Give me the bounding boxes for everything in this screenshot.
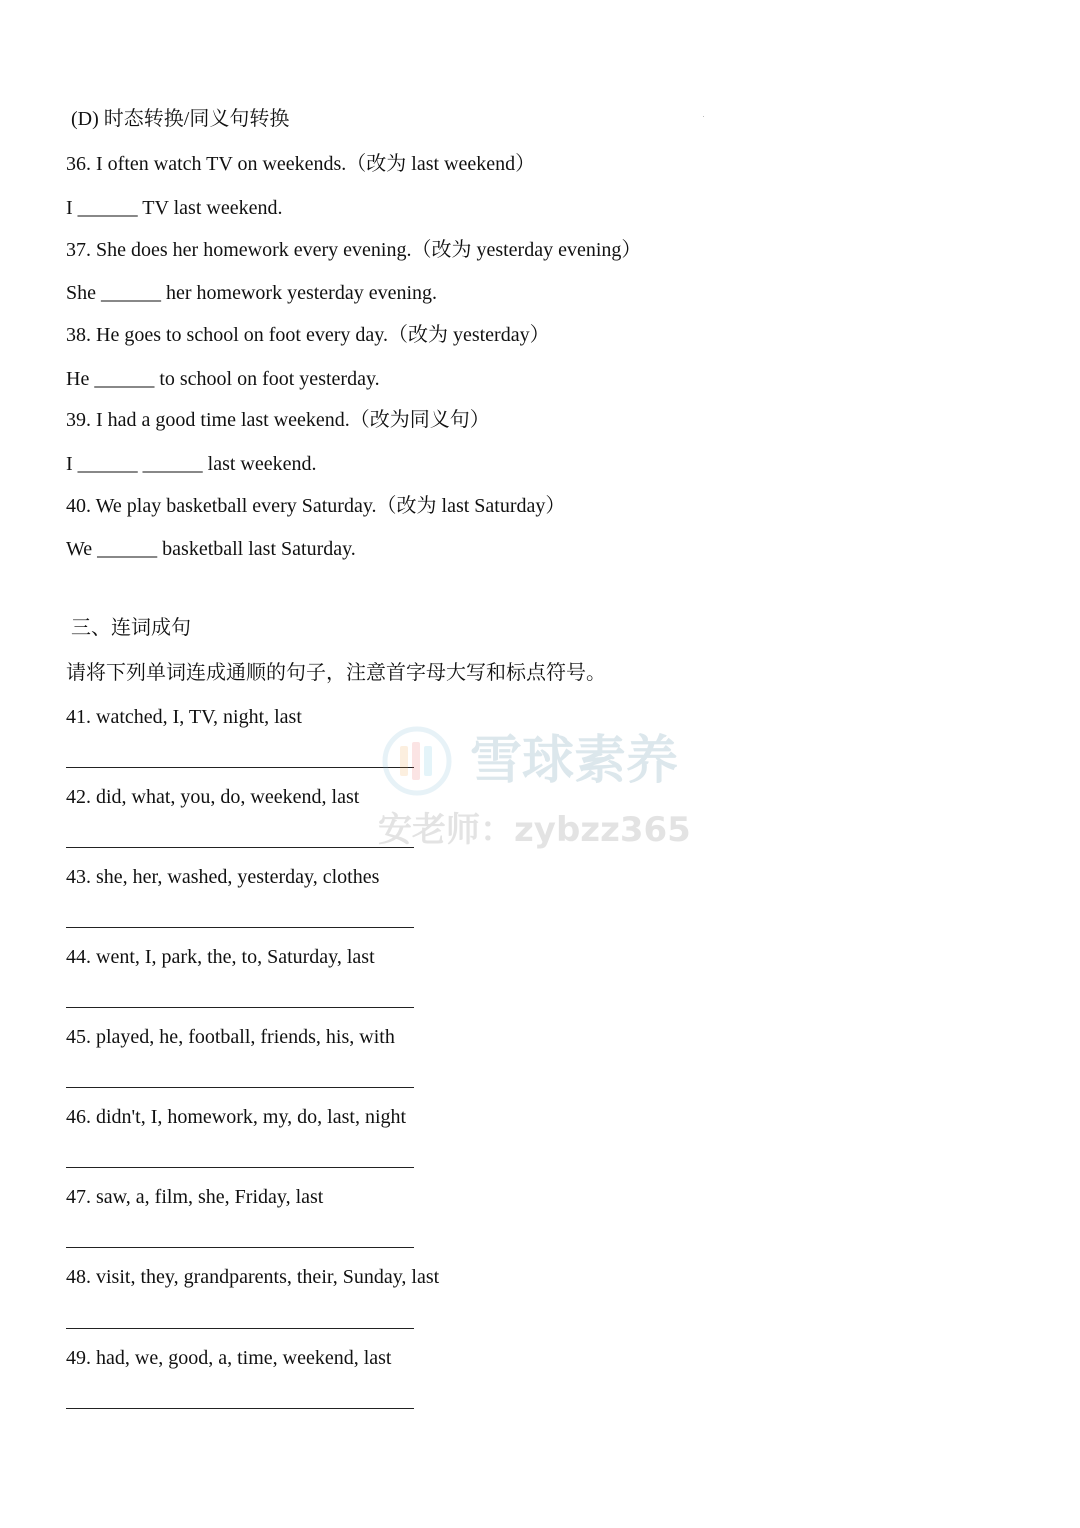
watermark-subtitle: 安老师：zybzz365: [378, 810, 691, 850]
question-46: 46. didn't, I, homework, my, do, last, night: [66, 1106, 407, 1128]
question-36: 36. I often watch TV on weekends.（改为 last weekend）: [66, 153, 536, 175]
answer-line-46: [66, 1167, 414, 1168]
answer-39: I ______ ______ last weekend.: [66, 453, 317, 475]
question-47: 47. saw, a, film, she, Friday, last: [66, 1186, 324, 1208]
question-42: 42. did, what, you, do, weekend, last: [66, 786, 360, 808]
answer-line-41: [66, 767, 414, 768]
watermark-title: 雪球素养: [470, 731, 679, 791]
question-40: 40. We play basketball every Saturday.（改为 last Saturday）: [66, 495, 566, 517]
watermark-logo-icon: [382, 726, 452, 796]
question-37: 37. She does her homework every evening.（改为 yesterday evening）: [66, 239, 642, 261]
answer-line-45: [66, 1087, 414, 1088]
question-39: 39. I had a good time last weekend.（改为同义句）: [66, 409, 490, 431]
question-48: 48. visit, they, grandparents, their, Sunday, last: [66, 1266, 440, 1288]
answer-37: She ______ her homework yesterday evening.: [66, 282, 438, 304]
question-45: 45. played, he, football, friends, his, with: [66, 1026, 395, 1048]
answer-line-42: [66, 847, 414, 848]
answer-40: We ______ basketball last Saturday.: [66, 538, 356, 560]
watermark: [378, 722, 718, 862]
section-3-instruction: 请将下列单词连成通顺的句子，注意首字母大写和标点符号。: [66, 662, 606, 684]
question-41: 41. watched, I, TV, night, last: [66, 706, 302, 728]
answer-line-43: [66, 927, 414, 928]
answer-36: I ______ TV last weekend.: [66, 197, 283, 219]
answer-line-48: [66, 1328, 414, 1329]
question-44: 44. went, I, park, the, to, Saturday, last: [66, 946, 375, 968]
question-38: 38. He goes to school on foot every day.（改为 yesterday）: [66, 324, 550, 346]
section-3-title: 三、连词成句: [71, 617, 191, 639]
section-d-title: (D) 时态转换/同义句转换: [71, 108, 290, 130]
answer-38: He ______ to school on foot yesterday.: [66, 368, 380, 390]
answer-line-47: [66, 1247, 414, 1248]
question-49: 49. had, we, good, a, time, weekend, last: [66, 1347, 392, 1369]
question-43: 43. she, her, washed, yesterday, clothes: [66, 866, 380, 888]
answer-line-44: [66, 1007, 414, 1008]
answer-line-49: [66, 1408, 414, 1409]
stray-dot: [703, 116, 704, 117]
